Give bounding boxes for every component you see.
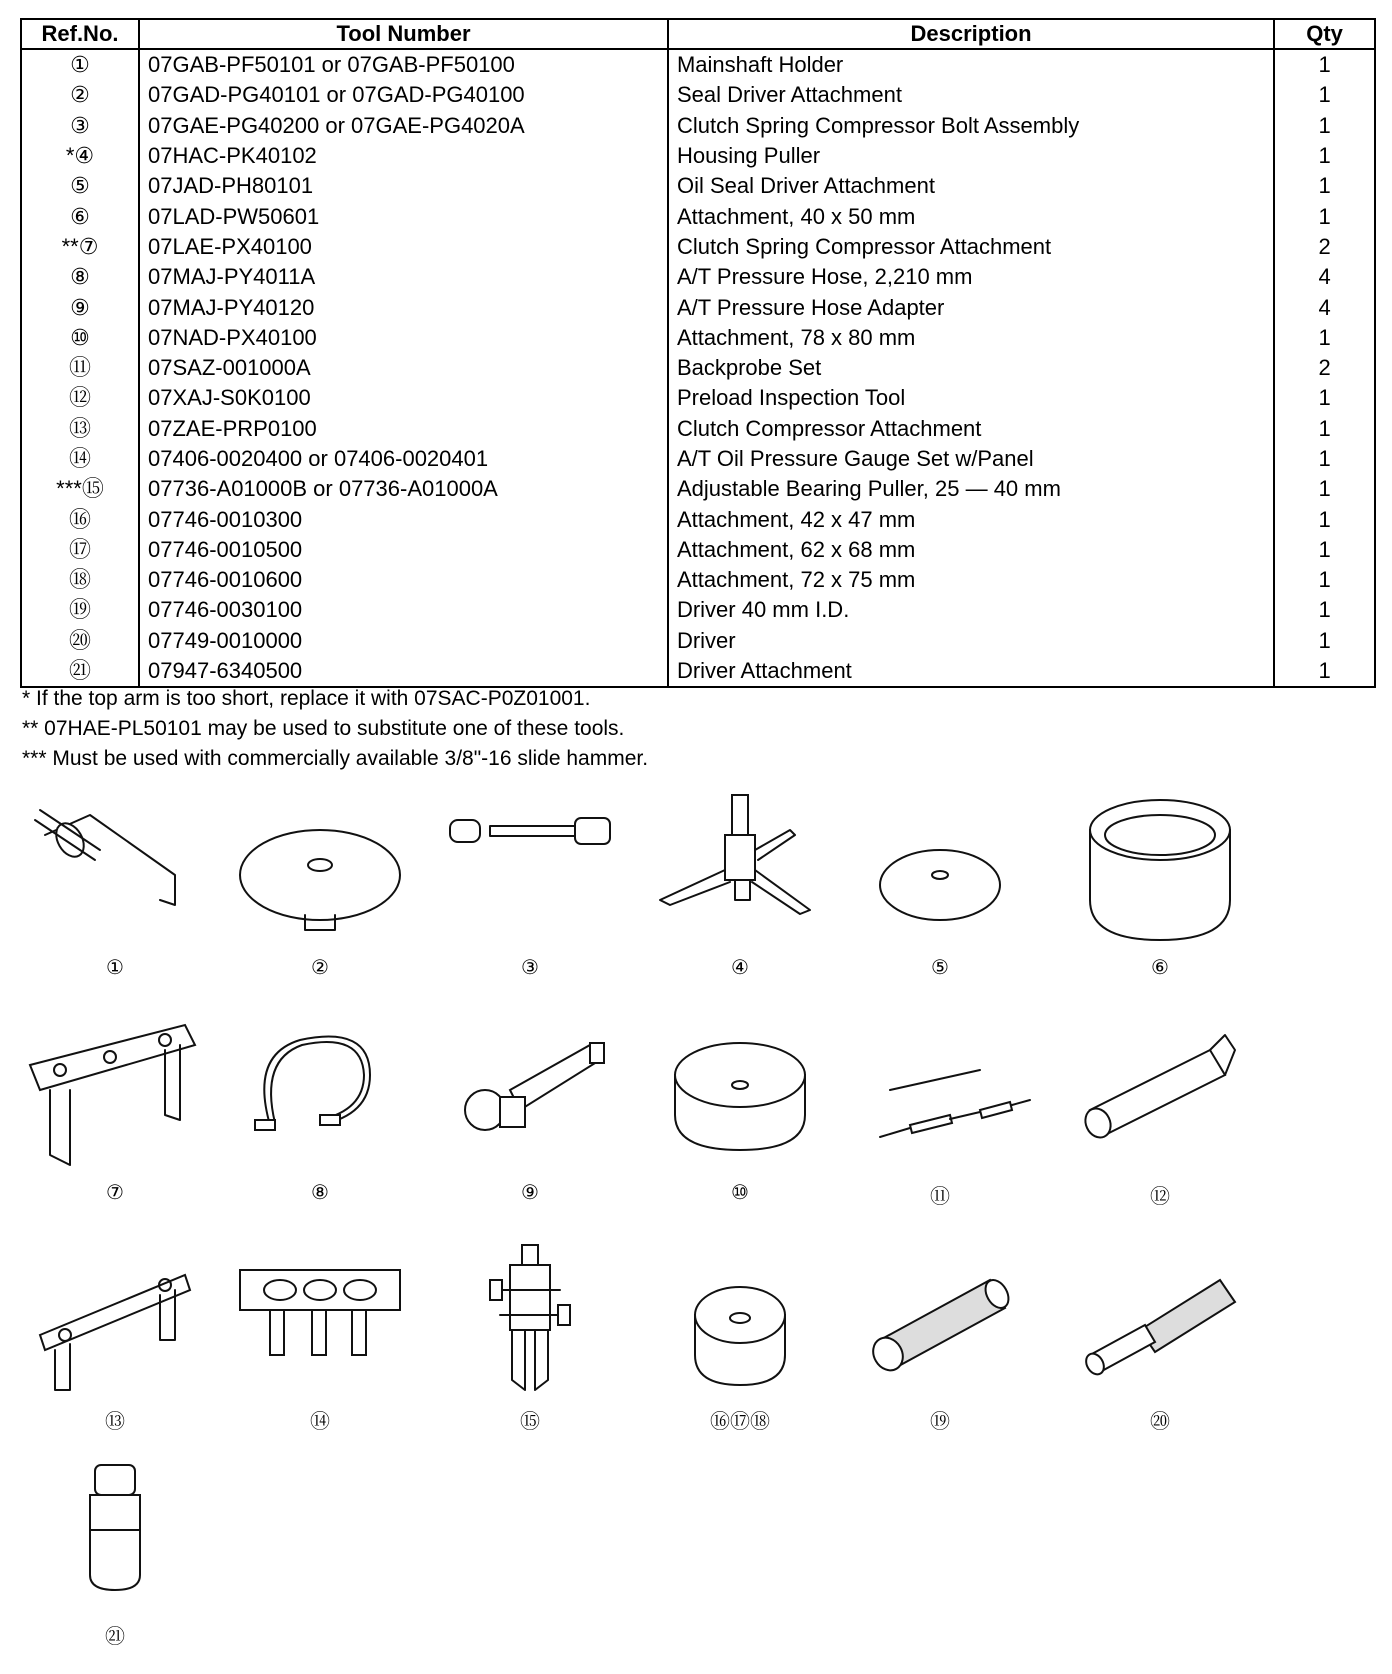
tool-number-cell: 07JAD-PH80101 — [139, 171, 668, 201]
table-row — [21, 595, 1375, 625]
tool-number-cell: 07ZAE-PRP0100 — [139, 414, 668, 444]
qty-cell: 1 — [1274, 80, 1375, 110]
figure-7 — [15, 1015, 215, 1215]
description-cell: Attachment, 40 x 50 mm — [668, 201, 1274, 231]
header-ref-no: Ref.No. — [21, 19, 139, 49]
ref-cell: ***⑮ — [21, 474, 139, 504]
tool-number-cell: 07MAJ-PY4011A — [139, 262, 668, 292]
figure-12 — [1060, 1015, 1260, 1215]
header-tool-number: Tool Number — [139, 19, 668, 49]
hose-adapter-icon — [430, 1015, 630, 1175]
ref-cell: ⑬ — [21, 414, 139, 444]
figure-label: ⑭ — [310, 1409, 330, 1433]
description-cell: Attachment, 72 x 75 mm — [668, 565, 1274, 595]
ref-cell: ⑳ — [21, 626, 139, 656]
driver-40mm-icon — [840, 1240, 1040, 1400]
table-row — [21, 201, 1375, 231]
description-cell: Housing Puller — [668, 141, 1274, 171]
figure-label: ② — [311, 955, 329, 979]
ref-cell: ⑨ — [21, 292, 139, 322]
qty-cell: 1 — [1274, 383, 1375, 413]
attachment-cup-icon — [1060, 790, 1260, 950]
figure-19 — [15, 1455, 215, 1655]
tool-number-cell: 07746-0010600 — [139, 565, 668, 595]
figure-5 — [840, 790, 1040, 990]
qty-cell: 1 — [1274, 535, 1375, 565]
tool-number-cell: 07746-0010500 — [139, 535, 668, 565]
header-description: Description — [668, 19, 1274, 49]
qty-cell: 4 — [1274, 262, 1375, 292]
figure-label: ⑮ — [520, 1409, 540, 1433]
description-cell: A/T Pressure Hose, 2,210 mm — [668, 262, 1274, 292]
description-cell: Driver Attachment — [668, 656, 1274, 687]
ref-cell: ② — [21, 80, 139, 110]
qty-cell: 1 — [1274, 444, 1375, 474]
figure-4 — [640, 790, 840, 990]
tool-number-cell: 07MAJ-PY40120 — [139, 292, 668, 322]
figure-1 — [15, 790, 215, 990]
tool-number-cell: 07GAB-PF50101 or 07GAB-PF50100 — [139, 49, 668, 80]
table-row — [21, 565, 1375, 595]
ref-cell: ⑱ — [21, 565, 139, 595]
description-cell: A/T Pressure Hose Adapter — [668, 292, 1274, 322]
table-row — [21, 323, 1375, 353]
tool-number-cell: 07947-6340500 — [139, 656, 668, 687]
figure-label: ① — [106, 955, 124, 979]
footnote-3: *** Must be used with commercially available 3/8"-16 slide hammer. — [22, 747, 649, 770]
ref-cell: ⑯ — [21, 504, 139, 534]
figure-label: ㉑ — [105, 1624, 125, 1648]
ref-cell: ⑥ — [21, 201, 139, 231]
figure-10 — [640, 1015, 840, 1215]
table-row — [21, 504, 1375, 534]
qty-cell: 4 — [1274, 292, 1375, 322]
description-cell: Clutch Spring Compressor Bolt Assembly — [668, 111, 1274, 141]
description-cell: Backprobe Set — [668, 353, 1274, 383]
description-cell: Oil Seal Driver Attachment — [668, 171, 1274, 201]
figure-label: ③ — [521, 955, 539, 979]
figure-13 — [15, 1240, 215, 1440]
figure-18 — [1060, 1240, 1260, 1440]
ref-cell: ⑰ — [21, 535, 139, 565]
seal-driver-icon — [220, 790, 420, 950]
ref-cell: ③ — [21, 111, 139, 141]
header-qty: Qty — [1274, 19, 1375, 49]
backprobe-set-icon — [840, 1015, 1040, 1175]
figure-label: ⑧ — [311, 1180, 329, 1204]
tool-number-cell: 07746-0030100 — [139, 595, 668, 625]
footnote-1: * If the top arm is too short, replace it with 07SAC-P0Z01001. — [22, 687, 591, 710]
description-cell: Attachment, 78 x 80 mm — [668, 323, 1274, 353]
table-row — [21, 49, 1375, 80]
table-row — [21, 141, 1375, 171]
description-cell: Driver — [668, 626, 1274, 656]
figure-9 — [430, 1015, 630, 1215]
qty-cell: 1 — [1274, 565, 1375, 595]
driver-icon — [1060, 1240, 1260, 1400]
tool-number-cell: 07HAC-PK40102 — [139, 141, 668, 171]
figure-label: ⑥ — [1151, 955, 1169, 979]
figure-label: ⑯⑰⑱ — [710, 1409, 770, 1433]
ref-cell: *④ — [21, 141, 139, 171]
qty-cell: 1 — [1274, 626, 1375, 656]
figure-8 — [220, 1015, 420, 1215]
table-row — [21, 292, 1375, 322]
description-cell: Adjustable Bearing Puller, 25 — 40 mm — [668, 474, 1274, 504]
figure-label: ⑲ — [930, 1409, 950, 1433]
attachment-icon — [640, 1240, 840, 1400]
figure-label: ⑬ — [105, 1409, 125, 1433]
figure-17 — [840, 1240, 1040, 1440]
figure-3 — [430, 790, 630, 990]
figure-label: ⑨ — [521, 1180, 539, 1204]
qty-cell: 1 — [1274, 171, 1375, 201]
bearing-puller-icon — [430, 1240, 630, 1400]
figure-2 — [220, 790, 420, 990]
tool-number-cell: 07406-0020400 or 07406-0020401 — [139, 444, 668, 474]
tool-number-cell: 07GAE-PG40200 or 07GAE-PG4020A — [139, 111, 668, 141]
figure-14 — [220, 1240, 420, 1440]
qty-cell: 1 — [1274, 504, 1375, 534]
table-row — [21, 80, 1375, 110]
housing-puller-icon — [640, 790, 840, 950]
qty-cell: 1 — [1274, 201, 1375, 231]
ref-cell: ⑲ — [21, 595, 139, 625]
description-cell: Preload Inspection Tool — [668, 383, 1274, 413]
gauge-panel-icon — [220, 1240, 420, 1400]
qty-cell: 2 — [1274, 232, 1375, 262]
qty-cell: 1 — [1274, 49, 1375, 80]
description-cell: Clutch Spring Compressor Attachment — [668, 232, 1274, 262]
table-row — [21, 232, 1375, 262]
qty-cell: 2 — [1274, 353, 1375, 383]
table-row — [21, 262, 1375, 292]
figure-label: ⑤ — [931, 955, 949, 979]
table-row — [21, 656, 1375, 687]
ref-cell: ⑩ — [21, 323, 139, 353]
tool-number-cell: 07LAE-PX40100 — [139, 232, 668, 262]
preload-tool-icon — [1060, 1015, 1260, 1175]
figure-label: ⑳ — [1150, 1409, 1170, 1433]
qty-cell: 1 — [1274, 656, 1375, 687]
ref-cell: ⑫ — [21, 383, 139, 413]
table-row — [21, 535, 1375, 565]
ref-cell: ⑧ — [21, 262, 139, 292]
description-cell: Driver 40 mm I.D. — [668, 595, 1274, 625]
qty-cell: 1 — [1274, 323, 1375, 353]
ref-cell: ⑪ — [21, 353, 139, 383]
qty-cell: 1 — [1274, 595, 1375, 625]
special-tools-table — [20, 18, 1376, 688]
description-cell: Clutch Compressor Attachment — [668, 414, 1274, 444]
tool-number-cell: 07SAZ-001000A — [139, 353, 668, 383]
qty-cell: 1 — [1274, 111, 1375, 141]
table-row — [21, 474, 1375, 504]
clutch-compressor-icon — [15, 1240, 215, 1400]
tool-number-cell: 07746-0010300 — [139, 504, 668, 534]
qty-cell: 1 — [1274, 474, 1375, 504]
mainshaft-holder-icon — [15, 790, 215, 950]
bolt-assembly-icon — [430, 790, 630, 950]
attachment-disc-icon — [640, 1015, 840, 1175]
figure-label: ⑩ — [731, 1180, 749, 1204]
description-cell: Seal Driver Attachment — [668, 80, 1274, 110]
oil-seal-driver-icon — [840, 790, 1040, 950]
footnotes — [22, 684, 648, 774]
qty-cell: 1 — [1274, 414, 1375, 444]
ref-cell: ⑭ — [21, 444, 139, 474]
table-row — [21, 383, 1375, 413]
description-cell: Mainshaft Holder — [668, 49, 1274, 80]
tool-number-cell: 07749-0010000 — [139, 626, 668, 656]
tool-illustrations — [0, 790, 1392, 1660]
figure-16 — [640, 1240, 840, 1440]
driver-attachment-icon — [15, 1455, 215, 1615]
tool-number-cell: 07XAJ-S0K0100 — [139, 383, 668, 413]
qty-cell: 1 — [1274, 141, 1375, 171]
figure-label: ⑪ — [930, 1184, 950, 1208]
table-row — [21, 171, 1375, 201]
compressor-attachment-icon — [15, 1015, 215, 1175]
footnote-2: ** 07HAE-PL50101 may be used to substitute one of these tools. — [22, 717, 625, 740]
table-row — [21, 444, 1375, 474]
figure-11 — [840, 1015, 1040, 1215]
ref-cell: ① — [21, 49, 139, 80]
pressure-hose-icon — [220, 1015, 420, 1175]
description-cell: A/T Oil Pressure Gauge Set w/Panel — [668, 444, 1274, 474]
table-row — [21, 111, 1375, 141]
table-row — [21, 353, 1375, 383]
tool-number-cell: 07LAD-PW50601 — [139, 201, 668, 231]
tool-number-cell: 07NAD-PX40100 — [139, 323, 668, 353]
tool-number-cell: 07GAD-PG40101 or 07GAD-PG40100 — [139, 80, 668, 110]
description-cell: Attachment, 62 x 68 mm — [668, 535, 1274, 565]
description-cell: Attachment, 42 x 47 mm — [668, 504, 1274, 534]
table-row — [21, 626, 1375, 656]
figure-label: ⑫ — [1150, 1184, 1170, 1208]
figure-label: ④ — [731, 955, 749, 979]
figure-6 — [1060, 790, 1260, 990]
table-row — [21, 414, 1375, 444]
ref-cell: ㉑ — [21, 656, 139, 687]
table-header-row — [21, 19, 1375, 49]
figure-15 — [430, 1240, 630, 1440]
figure-label: ⑦ — [106, 1180, 124, 1204]
ref-cell: **⑦ — [21, 232, 139, 262]
tool-number-cell: 07736-A01000B or 07736-A01000A — [139, 474, 668, 504]
ref-cell: ⑤ — [21, 171, 139, 201]
